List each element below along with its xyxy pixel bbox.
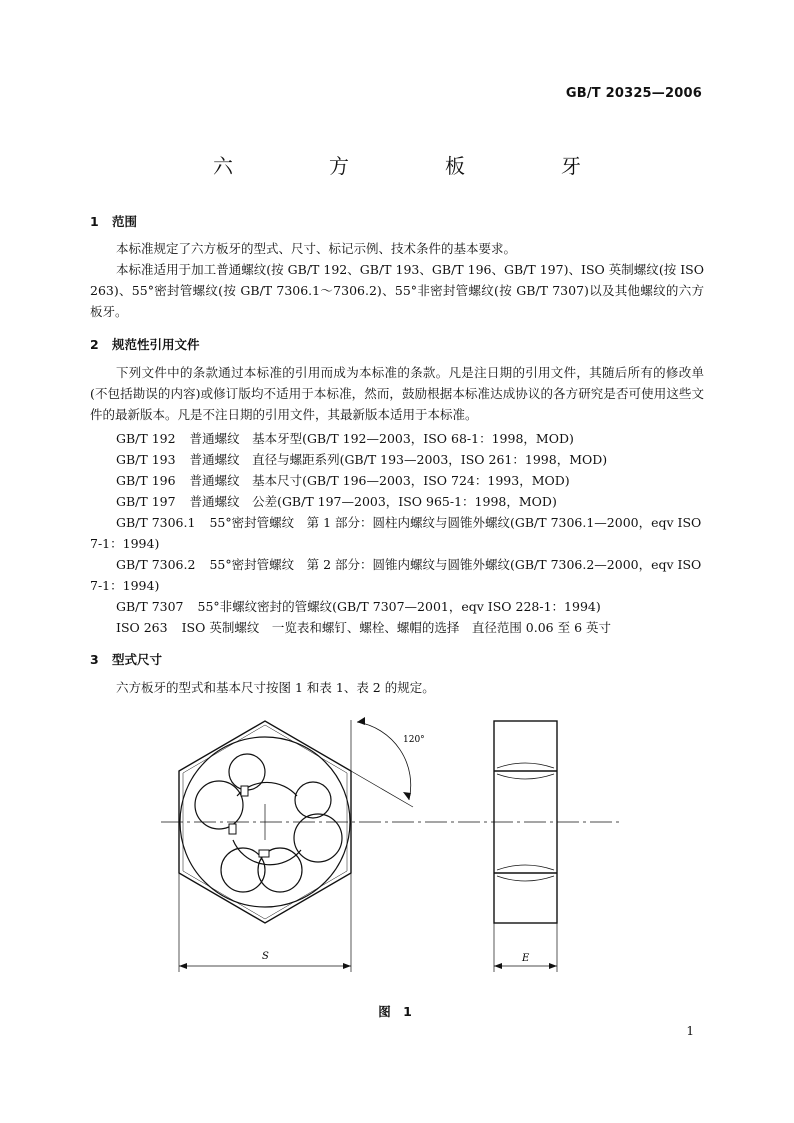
references-intro: 下列文件中的条款通过本标准的引用而成为本标准的条款。凡是注日期的引用文件，其随后所有的修改单(不包括勘误的内容)或修订版均不适用于本标准，然而，鼓励根据本标准达成协议的各方研究是否可使用这些文件的最新版本。凡是不注日期的引用文件，其最新版本适用于本标准。 — [90, 365, 704, 422]
reference-code: GB/T 193 — [116, 452, 176, 467]
angle-extension-line — [351, 771, 413, 807]
reference-code: GB/T 7307 — [116, 599, 184, 614]
dimension-label-s: S — [262, 951, 269, 962]
die-flutes — [195, 754, 342, 892]
reference-code: GB/T 192 — [116, 431, 176, 446]
section-heading-references — [90, 335, 200, 353]
section-number: 2 — [90, 337, 99, 352]
reference-title: 55°密封管螺纹 第 1 部分：圆柱内螺纹与圆锥外螺纹(GB/T 7306.1—2000，eqv ISO 7-1：1994) — [90, 515, 702, 551]
reference-title: 普通螺纹 直径与螺距系列(GB/T 193—2003，ISO 261：1998，MOD) — [189, 452, 608, 467]
section-number: 1 — [90, 214, 99, 229]
reference-item — [90, 491, 704, 512]
reference-title: 普通螺纹 公差(GB/T 197—2003，ISO 965-1：1998，MOD) — [189, 494, 557, 509]
scope-paragraph-2: 本标准适用于加工普通螺纹(按 GB/T 192、GB/T 193、GB/T 196、GB/T 197)、ISO 英制螺纹(按 ISO 263)、55°密封管螺纹(按 GB/T 7306.1～7306.2)、55°非密封管螺纹(按 GB/T 7307)以及其他螺纹的六方板牙。 — [90, 262, 704, 319]
figure-caption: 图 1 — [378, 1004, 416, 1019]
dimension-arrowhead — [343, 963, 351, 969]
reference-item — [90, 449, 704, 470]
figure-1 — [155, 700, 635, 994]
section-title: 规范性引用文件 — [112, 337, 200, 352]
standard-number: GB/T 20325—2006 — [565, 86, 702, 101]
section-number: 3 — [90, 652, 99, 667]
reference-code: GB/T 197 — [116, 494, 176, 509]
angle-arc — [357, 722, 411, 800]
dimension-label-e: E — [522, 953, 530, 964]
section-title: 范围 — [112, 214, 138, 229]
angle-arrowhead — [357, 717, 365, 725]
reference-item — [90, 470, 704, 491]
dimensions-paragraph: 六方板牙的型式和基本尺寸按图 1 和表 1、表 2 的规定。 — [116, 680, 435, 695]
page-title: 六 方 板 牙 — [213, 154, 619, 178]
reference-code: GB/T 7306.1 — [116, 515, 196, 530]
angle-label: 120° — [403, 735, 425, 745]
angle-arrowhead — [403, 792, 411, 800]
page-number: 1 — [686, 1024, 694, 1038]
section-heading-dimensions — [90, 650, 162, 668]
reference-item — [90, 512, 704, 554]
dimension-arrowhead — [494, 963, 502, 969]
dimension-arrowhead — [179, 963, 187, 969]
reference-title: 普通螺纹 基本尺寸(GB/T 196—2003，ISO 724：1993，MOD) — [189, 473, 570, 488]
reference-title: ISO 英制螺纹 一览表和螺钉、螺栓、螺帽的选择 直径范围 0.06 至 6 英寸 — [181, 620, 611, 635]
dimension-arrowhead — [549, 963, 557, 969]
die-slot — [241, 786, 248, 796]
reference-code: GB/T 196 — [116, 473, 176, 488]
section-title: 型式尺寸 — [112, 652, 163, 667]
reference-title: 55°非螺纹密封的管螺纹(GB/T 7307—2001，eqv ISO 228-1：1994) — [197, 599, 601, 614]
die-slot — [259, 850, 269, 857]
reference-item — [90, 617, 704, 638]
reference-item — [90, 428, 704, 449]
reference-item — [90, 554, 704, 596]
reference-code: GB/T 7306.2 — [116, 557, 196, 572]
reference-title: 55°密封管螺纹 第 2 部分：圆锥内螺纹与圆锥外螺纹(GB/T 7306.2—2000，eqv ISO 7-1：1994) — [90, 557, 702, 593]
reference-item — [90, 596, 704, 617]
hex-die-drawing — [155, 700, 635, 990]
scope-paragraph-1: 本标准规定了六方板牙的型式、尺寸、标记示例、技术条件的基本要求。 — [116, 241, 517, 256]
section-heading-scope — [90, 212, 137, 230]
die-slot — [229, 824, 236, 834]
reference-code: ISO 263 — [116, 620, 168, 635]
reference-title: 普通螺纹 基本牙型(GB/T 192—2003，ISO 68-1：1998，MOD) — [189, 431, 574, 446]
